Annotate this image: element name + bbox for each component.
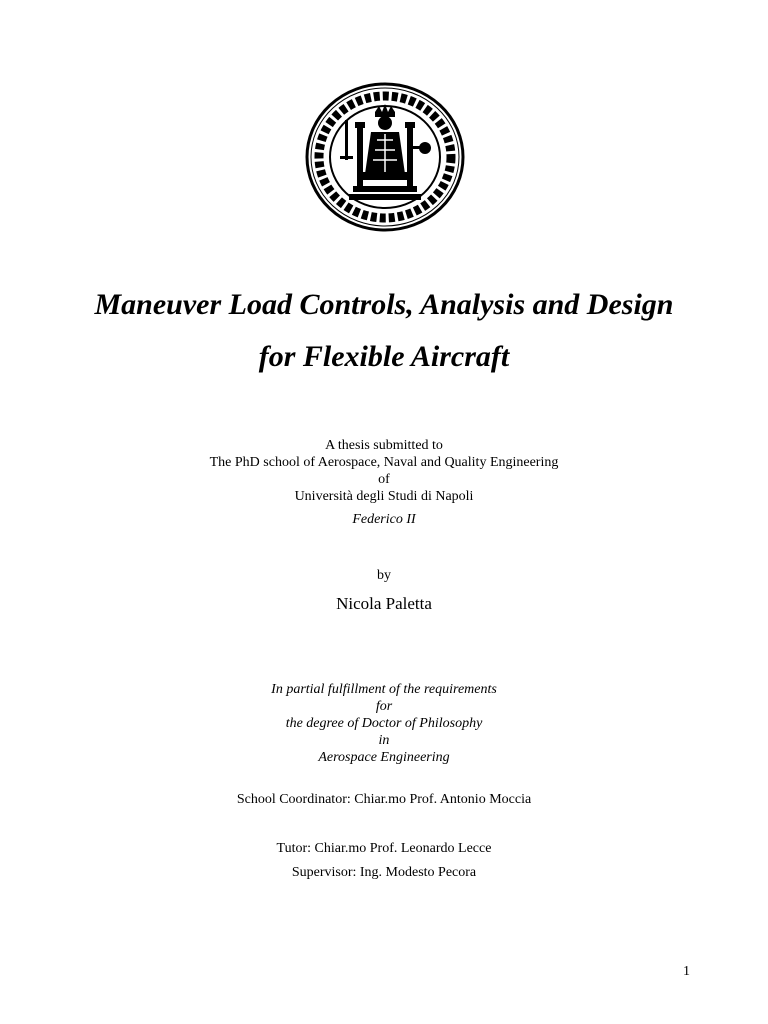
submission-line-2: The PhD school of Aerospace, Naval and Quality Engineering (209, 455, 559, 470)
page-number: 1 (683, 964, 690, 979)
supervisor: Supervisor: Ing. Modesto Pecora (291, 865, 477, 880)
school-coordinator: School Coordinator: Chiar.mo Prof. Antonio Moccia (236, 792, 532, 807)
fulfillment-line-5: Aerospace Engineering (318, 750, 450, 765)
submission-block (0, 437, 768, 505)
fulfillment-line-3: the degree of Doctor of Philosophy (285, 716, 483, 731)
university-name-federico: Federico II (352, 512, 416, 527)
submission-line-4: Università degli Studi di Napoli (294, 489, 474, 504)
tutor: Tutor: Chiar.mo Prof. Leonardo Lecce (276, 841, 492, 856)
fulfillment-line-4: in (378, 733, 390, 748)
fulfillment-line-2: for (375, 699, 393, 714)
thesis-title-line-1: Maneuver Load Controls, Analysis and Design (94, 288, 674, 321)
fulfillment-block (0, 681, 768, 766)
submission-line-3: of (378, 472, 390, 487)
submission-line-1: A thesis submitted to (325, 438, 443, 453)
fulfillment-line-1: In partial fulfillment of the requirements (271, 682, 497, 697)
by-label: by (377, 568, 391, 583)
thesis-title-line-2: for Flexible Aircraft (258, 340, 510, 373)
author-name: Nicola Paletta (336, 594, 432, 613)
university-seal-icon (305, 82, 465, 232)
